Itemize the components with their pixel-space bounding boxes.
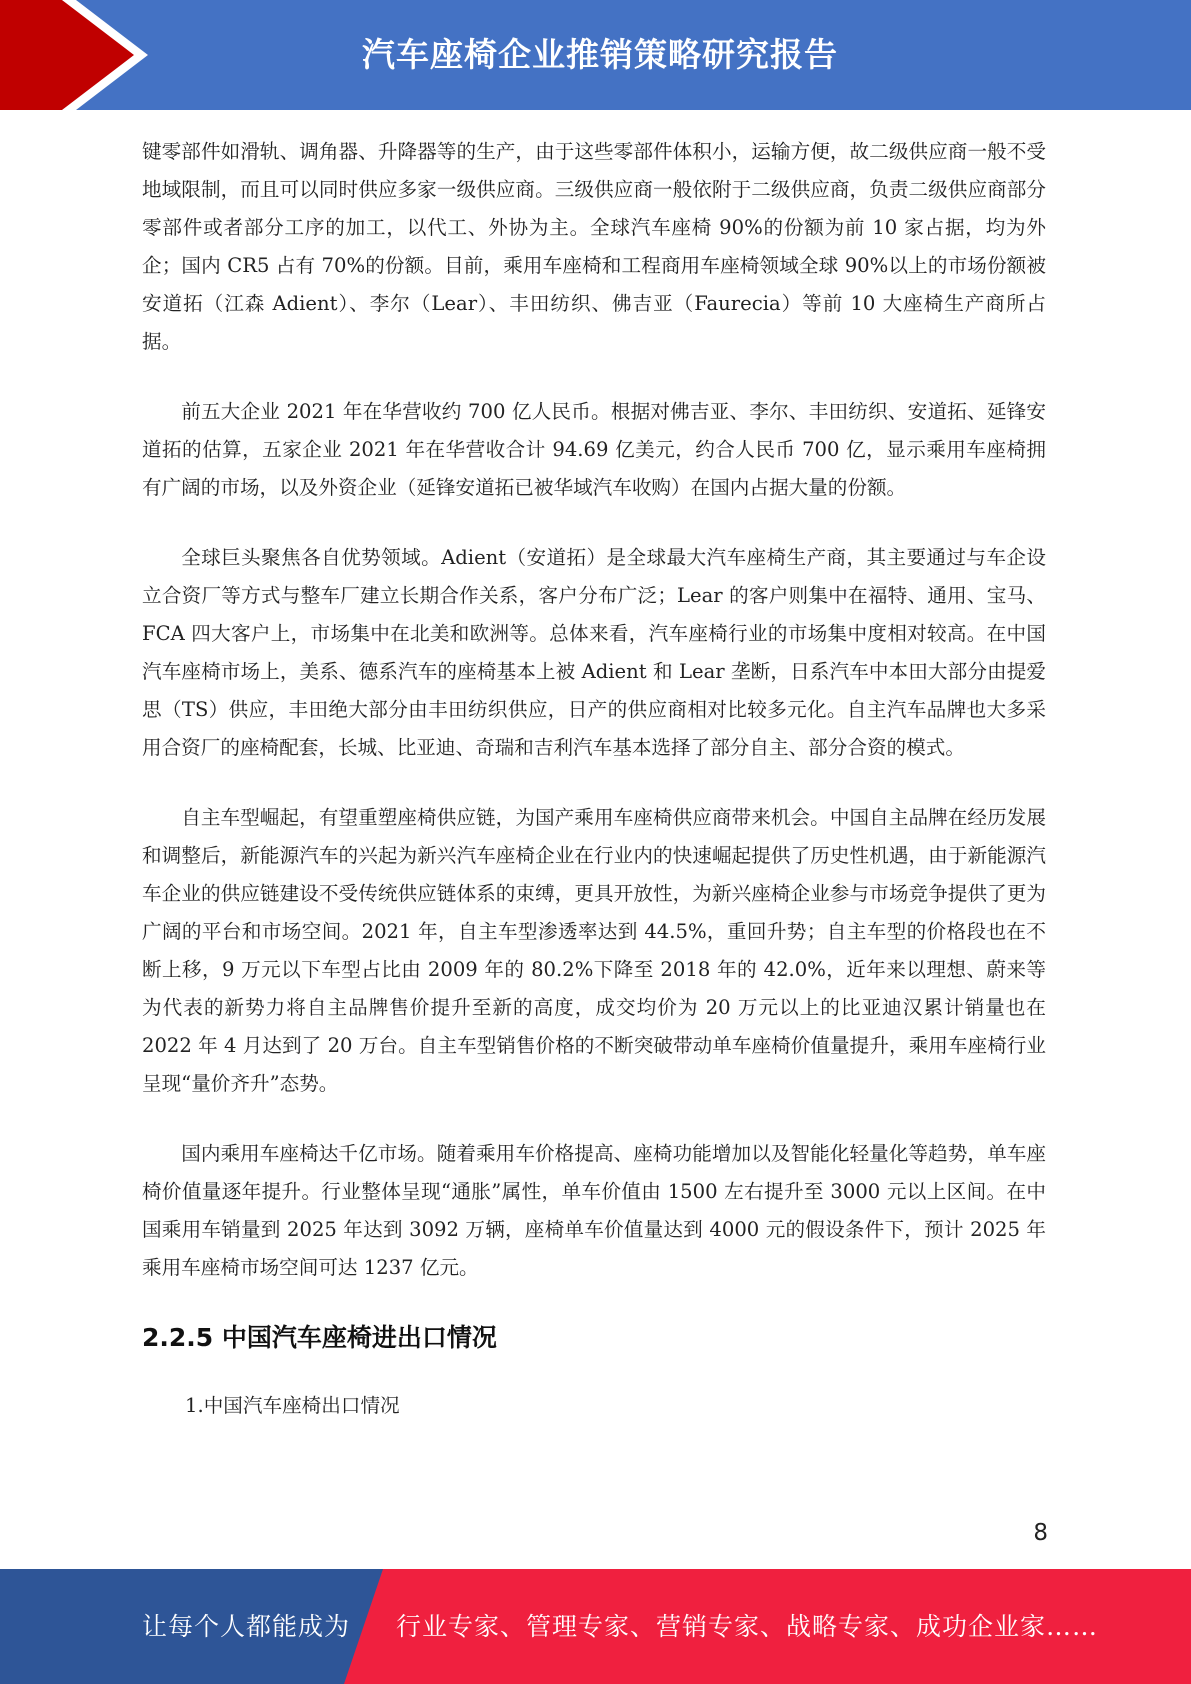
body-paragraph: 自主车型崛起，有望重塑座椅供应链，为国产乘用车座椅供应商带来机会。中国自主品牌在经历发展和调整后，新能源汽车的兴起为新兴汽车座椅企业在行业内的快速崛起提供了历史性机遇，由于新能源汽车企业的供应链建设不受传统供应链体系的束缚，更具开放性，为新兴座椅企业参与市场竞争提供了更为广阔的平台和市场空间。2021 年，自主车型渗透率达到 44.5%，重回升势；自主车型的价格段也在不断上移，9 万元以下车型占比由 2009 年的 80.2%下降至 2018 年的 42.0%，近年来以理想、蔚来等为代表的新势力将自主品牌售价提升至新的高度，成交均价为 20 万元以上的比亚迪汉累计销量也在 2022 年 4 月达到了 20 万台。自主车型销售价格的不断突破带动单车座椅价值量提升，乘用车座椅行业呈现“量价齐升”态势。 [142, 806, 1046, 1095]
footer-slogan-left: 让每个人都能成为 [142, 1612, 351, 1641]
body-paragraph: 前五大企业 2021 年在华营收约 700 亿人民币。根据对佛吉亚、李尔、丰田纺织、安道拓、延锋安道拓的估算，五家企业 2021 年在华营收合计 94.69 亿美元，约合人民币 700 亿，显示乘用车座椅拥有广阔的市场，以及外资企业（延锋安道拓已被华域汽车收购）在国内占据大量的份额。 [142, 400, 1046, 499]
document-body [142, 133, 1046, 1425]
page-number: 8 [1033, 1520, 1048, 1546]
list-item: 1.中国汽车座椅出口情况 [185, 1394, 400, 1417]
page-header [0, 0, 1191, 110]
footer-slogan-right: 行业专家、管理专家、营销专家、战略专家、成功企业家…… [396, 1612, 1099, 1641]
body-paragraph: 键零部件如滑轨、调角器、升降器等的生产，由于这些零部件体积小，运输方便，故二级供应商一般不受地域限制，而且可以同时供应多家一级供应商。三级供应商一般依附于二级供应商，负责二级供应商部分零部件或者部分工序的加工，以代工、外协为主。全球汽车座椅 90%的份额为前 10 家占据，均为外企；国内 CR5 占有 70%的份额。目前，乘用车座椅和工程商用车座椅领域全球 90%以上的市场份额被安道拓（江森 Adient）、李尔（Lear）、丰田纺织、佛吉亚（Faurecia）等前 10 大座椅生产商所占据。 [142, 140, 1046, 353]
body-paragraph: 国内乘用车座椅达千亿市场。随着乘用车价格提高、座椅功能增加以及智能化轻量化等趋势，单车座椅价值量逐年提升。行业整体呈现“通胀”属性，单车价值由 1500 左右提升至 3000 元以上区间。在中国乘用车销量到 2025 年达到 3092 万辆，座椅单车价值量达到 4000 元的假设条件下，预计 2025 年乘用车座椅市场空间可达 1237 亿元。 [142, 1142, 1046, 1279]
section-heading: 2.2.5 中国汽车座椅进出口情况 [142, 1323, 497, 1352]
body-paragraph: 全球巨头聚焦各自优势领域。Adient（安道拓）是全球最大汽车座椅生产商，其主要通过与车企设立合资厂等方式与整车厂建立长期合作关系，客户分布广泛；Lear 的客户则集中在福特、通用、宝马、FCA 四大客户上，市场集中在北美和欧洲等。总体来看，汽车座椅行业的市场集中度相对较高。在中国汽车座椅市场上，美系、德系汽车的座椅基本上被 Adient 和 Lear 垄断，日系汽车中本田大部分由提爱思（TS）供应，丰田绝大部分由丰田纺织供应，日产的供应商相对比较多元化。自主汽车品牌也大多采用合资厂的座椅配套，长城、比亚迪、奇瑞和吉利汽车基本选择了部分自主、部分合资的模式。 [142, 546, 1046, 759]
header-title: 汽车座椅企业推销策略研究报告 [362, 35, 838, 74]
header-red-chevron [0, 0, 148, 110]
page-footer [0, 1569, 1191, 1684]
